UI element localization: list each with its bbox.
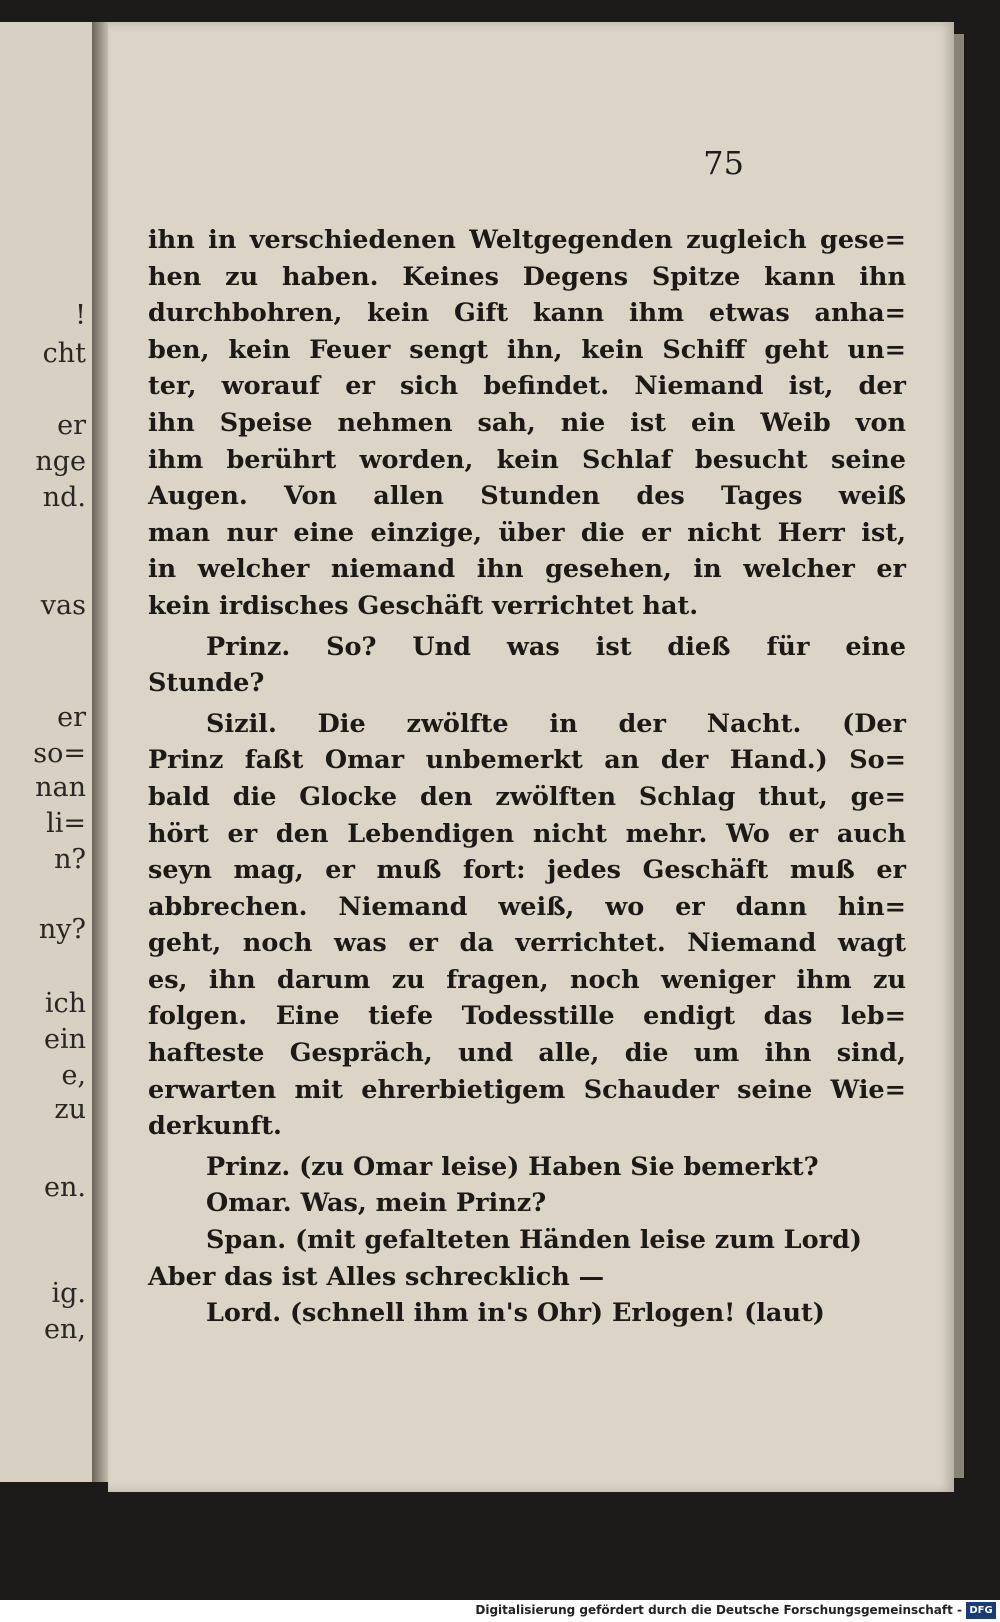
text-line: ben, kein Feuer sengt ihn, kein Schiff geht un= — [148, 334, 906, 365]
text-line: hen zu haben. Keines Degens Spitze kann ihn — [148, 261, 906, 292]
left-page-fragment: zu — [54, 1094, 86, 1125]
left-page-fragment: er — [57, 702, 86, 733]
text-line: in welcher niemand ihn gesehen, in welcher er — [148, 554, 906, 585]
page-text-block — [148, 222, 906, 1332]
text-line: folgen. Eine tiefe Todesstille endigt das leb= — [148, 1001, 906, 1032]
page-edge-shadow — [954, 34, 964, 1478]
speaker-line: Span. (mit gefalteten Händen leise zum Lord) — [206, 1225, 862, 1256]
left-page-fragment: so= — [33, 738, 86, 769]
text-line: hafteste Gespräch, und alle, die um ihn sind, — [148, 1038, 906, 1069]
left-page-fragment: e, — [61, 1060, 86, 1091]
text-line: ter, worauf er sich befindet. Niemand ist, der — [148, 371, 906, 402]
left-page-edge — [0, 22, 94, 1482]
left-page-fragment: nan — [35, 772, 86, 803]
text-line: ihm berührt worden, kein Schlaf besucht seine — [148, 444, 906, 475]
text-line: es, ihn darum zu fragen, noch weniger ihm zu — [148, 964, 906, 995]
left-page-fragment: li= — [46, 808, 86, 839]
text-line: erwarten mit ehrerbietigem Schauder seine Wie= — [148, 1074, 906, 1105]
text-line: seyn mag, er muß fort: jedes Geschäft muß er — [148, 855, 906, 886]
text-line: hört er den Lebendigen nicht mehr. Wo er auch — [148, 818, 906, 849]
text-line: ihn in verschiedenen Weltgegenden zugleich gese= — [148, 225, 906, 255]
left-page-fragment: ich — [44, 988, 86, 1019]
left-page-fragment: ! — [75, 300, 86, 331]
speaker-line: Omar. Was, mein Prinz? — [206, 1188, 547, 1219]
speaker-line: Lord. (schnell ihm in's Ohr) Erlogen! (laut) — [206, 1298, 825, 1329]
text-line: man nur eine einzige, über die er nicht Herr ist, — [148, 517, 906, 548]
speaker-line: Prinz. So? Und was ist dieß für eine — [206, 631, 906, 662]
text-line: abbrechen. Niemand weiß, wo er dann hin= — [148, 891, 906, 922]
left-page-fragment: cht — [42, 338, 86, 369]
text-line: kein irdisches Geschäft verrichtet hat. — [148, 590, 699, 621]
text-line: derkunft. — [148, 1111, 282, 1142]
left-page-fragment: ny? — [38, 914, 86, 945]
left-page-fragment: nd. — [42, 482, 86, 513]
left-page-fragment: en. — [44, 1172, 86, 1203]
text-line: geht, noch was er da verrichtet. Niemand wagt — [148, 928, 906, 959]
speaker-line: Sizil. Die zwölfte in der Nacht. (Der — [206, 708, 906, 739]
dfg-logo-icon: DFG — [966, 1602, 996, 1619]
left-page-fragment: ein — [43, 1024, 86, 1055]
text-line: Prinz faßt Omar unbemerkt an der Hand.) So= — [148, 745, 906, 776]
left-page-fragment: en, — [44, 1314, 86, 1345]
text-line: Augen. Von allen Stunden des Tages weiß — [148, 481, 906, 512]
digitization-footer — [0, 1600, 1000, 1622]
page-number: 75 — [703, 144, 744, 182]
left-page-fragment: ig. — [51, 1278, 86, 1309]
text-line: Stunde? — [148, 668, 265, 699]
left-page-fragment: nge — [35, 446, 86, 477]
left-page-fragment: er — [57, 410, 86, 441]
left-page-fragment: vas — [40, 590, 86, 621]
speaker-line: Prinz. (zu Omar leise) Haben Sie bemerkt? — [206, 1151, 819, 1182]
book-page — [108, 22, 954, 1492]
footer-credit: Digitalisierung gefördert durch die Deutsche Forschungsgemeinschaft - — [475, 1603, 962, 1617]
text-line: ihn Speise nehmen sah, nie ist ein Weib von — [148, 407, 906, 438]
text-line: durchbohren, kein Gift kann ihm etwas anha= — [148, 298, 906, 329]
left-page-fragment: n? — [54, 844, 86, 875]
text-line: bald die Glocke den zwölften Schlag thut, ge= — [148, 781, 906, 812]
text-line: Aber das ist Alles schrecklich — — [148, 1261, 605, 1292]
